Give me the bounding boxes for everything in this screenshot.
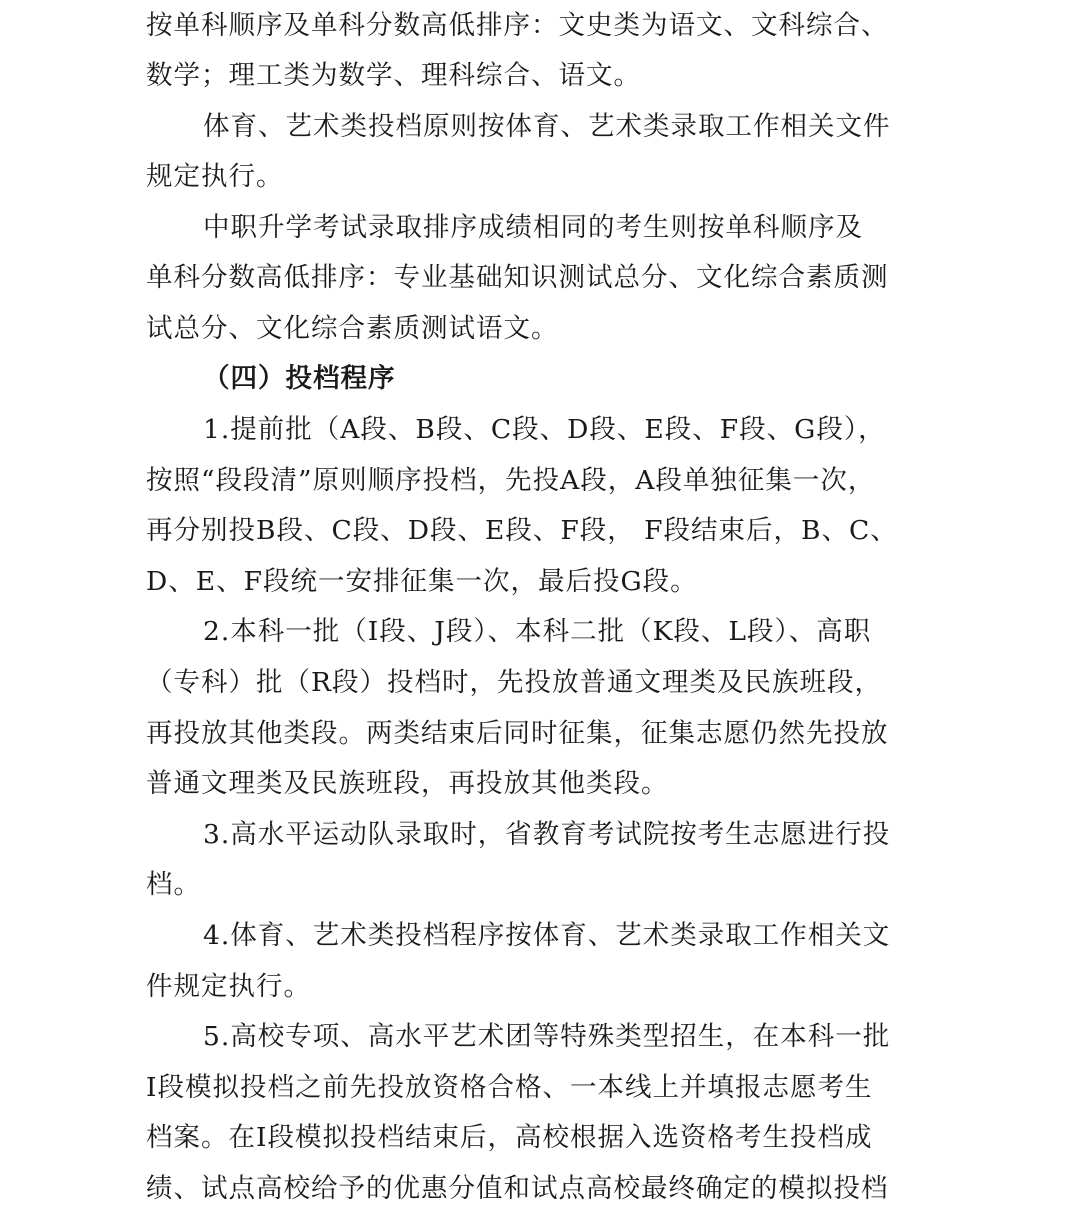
text-line-7: 试总分、文化综合素质测试语文。 (146, 313, 559, 344)
text-line-14: （专科）批（R段）投档时，先投放普通文理类及民族班段， (146, 667, 882, 698)
text-line-21: 5.高校专项、高水平艺术团等特殊类型招生，在本科一批 (203, 1021, 891, 1052)
text-line-20: 件规定执行。 (146, 971, 311, 1002)
text-line-12: D、E、F段统一安排征集一次，最后投G段。 (146, 566, 698, 597)
text-line-17: 3.高水平运动队录取时，省教育考试院按考生志愿进行投 (203, 819, 891, 850)
text-line-18: 档。 (146, 869, 201, 900)
text-line-1: 按单科顺序及单科分数高低排序：文史类为语文、文科综合、 (146, 10, 889, 41)
text-line-23: 档案。在I段模拟投档结束后，高校根据入选资格考生投档成 (146, 1122, 873, 1153)
text-line-11: 再分别投B段、C段、D段、E段、F段， F段结束后，B、C、 (146, 515, 898, 546)
text-line-13: 2.本科一批（I段、J段）、本科二批（K段、L段）、高职 (203, 616, 872, 647)
text-line-5: 中职升学考试录取排序成绩相同的考生则按单科顺序及 (203, 212, 863, 243)
text-line-15: 再投放其他类段。两类结束后同时征集，征集志愿仍然先投放 (146, 718, 889, 749)
text-line-16: 普通文理类及民族班段，再投放其他类段。 (146, 768, 669, 799)
section-heading: （四）投档程序 (203, 363, 396, 394)
text-line-2: 数学；理工类为数学、理科综合、语文。 (146, 60, 641, 91)
text-line-22: I段模拟投档之前先投放资格合格、一本线上并填报志愿考生 (146, 1072, 873, 1103)
text-line-4: 规定执行。 (146, 161, 284, 192)
text-line-3: 体育、艺术类投档原则按体育、艺术类录取工作相关文件 (203, 111, 891, 142)
text-line-19: 4.体育、艺术类投档程序按体育、艺术类录取工作相关文 (203, 920, 891, 951)
text-line-6: 单科分数高低排序：专业基础知识测试总分、文化综合素质测 (146, 262, 889, 293)
text-line-24: 绩、试点高校给予的优惠分值和试点高校最终确定的模拟投档 (146, 1173, 889, 1204)
text-line-10: 按照“段段清”原则顺序投档，先投A段，A段单独征集一次， (146, 465, 876, 496)
text-line-9: 1.提前批（A段、B段、C段、D段、E段、F段、G段）， (203, 414, 886, 445)
